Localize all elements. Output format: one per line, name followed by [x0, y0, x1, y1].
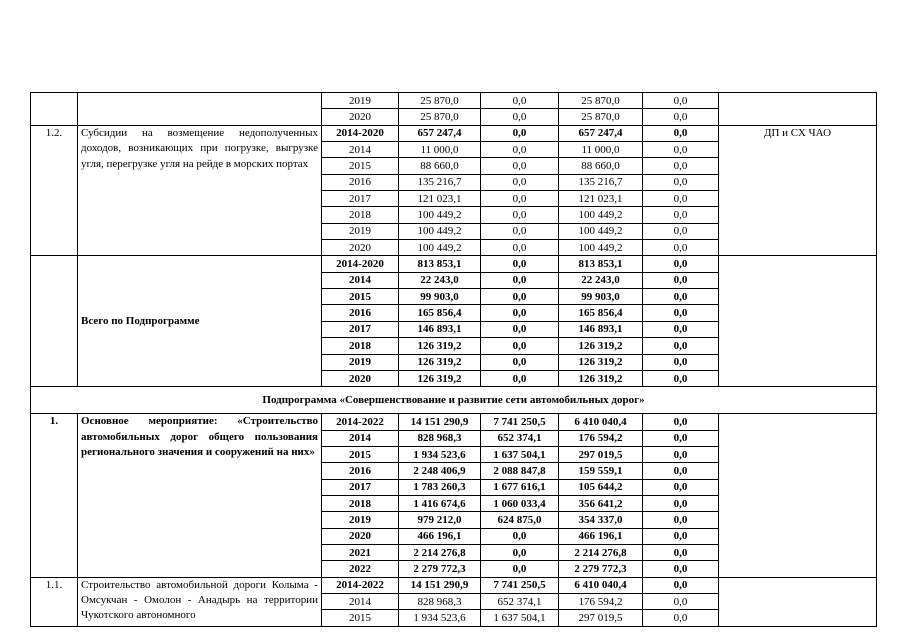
year-cell: 2014 [322, 593, 399, 609]
federal-cell: 0,0 [481, 174, 559, 190]
federal-cell: 0,0 [481, 125, 559, 141]
total-cell: 99 903,0 [399, 289, 481, 305]
other-cell: 0,0 [643, 463, 719, 479]
section-title: Подпрограмма «Совершенствование и развитие сети автомобильных дорог» [31, 387, 877, 414]
federal-cell: 0,0 [481, 191, 559, 207]
item-number-cell [31, 93, 78, 126]
regional-cell: 100 449,2 [559, 223, 643, 239]
year-cell: 2020 [322, 370, 399, 386]
other-cell: 0,0 [643, 240, 719, 256]
federal-cell: 0,0 [481, 158, 559, 174]
item-number-cell: 1. [31, 414, 78, 577]
total-cell: 1 934 523,6 [399, 610, 481, 626]
regional-cell: 2 279 772,3 [559, 561, 643, 577]
regional-cell: 11 000,0 [559, 142, 643, 158]
regional-cell: 121 023,1 [559, 191, 643, 207]
federal-cell: 0,0 [481, 207, 559, 223]
regional-cell: 356 641,2 [559, 495, 643, 511]
year-cell: 2018 [322, 495, 399, 511]
regional-cell: 466 196,1 [559, 528, 643, 544]
total-cell: 466 196,1 [399, 528, 481, 544]
table-row [31, 256, 877, 272]
responsible-cell [719, 577, 877, 626]
regional-cell: 159 559,1 [559, 463, 643, 479]
federal-cell: 0,0 [481, 528, 559, 544]
other-cell: 0,0 [643, 354, 719, 370]
regional-cell: 126 319,2 [559, 338, 643, 354]
year-cell: 2017 [322, 479, 399, 495]
total-cell: 657 247,4 [399, 125, 481, 141]
total-cell: 88 660,0 [399, 158, 481, 174]
year-cell: 2016 [322, 174, 399, 190]
other-cell: 0,0 [643, 479, 719, 495]
year-cell: 2015 [322, 446, 399, 462]
year-cell: 2022 [322, 561, 399, 577]
other-cell: 0,0 [643, 158, 719, 174]
total-cell: 14 151 290,9 [399, 577, 481, 593]
table-row [31, 577, 877, 593]
federal-cell: 0,0 [481, 305, 559, 321]
other-cell: 0,0 [643, 512, 719, 528]
federal-cell: 624 875,0 [481, 512, 559, 528]
other-cell: 0,0 [643, 142, 719, 158]
other-cell: 0,0 [643, 430, 719, 446]
item-description-cell [78, 93, 322, 126]
year-cell: 2019 [322, 354, 399, 370]
total-cell: 828 968,3 [399, 430, 481, 446]
total-cell: 14 151 290,9 [399, 414, 481, 430]
other-cell: 0,0 [643, 93, 719, 109]
regional-cell: 657 247,4 [559, 125, 643, 141]
federal-cell: 0,0 [481, 93, 559, 109]
responsible-cell [719, 93, 877, 126]
total-cell: 1 416 674,6 [399, 495, 481, 511]
regional-cell: 146 893,1 [559, 321, 643, 337]
other-cell: 0,0 [643, 446, 719, 462]
table-row [31, 93, 877, 109]
federal-cell: 1 637 504,1 [481, 446, 559, 462]
federal-cell: 1 637 504,1 [481, 610, 559, 626]
other-cell: 0,0 [643, 207, 719, 223]
total-cell: 121 023,1 [399, 191, 481, 207]
other-cell: 0,0 [643, 593, 719, 609]
regional-cell: 354 337,0 [559, 512, 643, 528]
budget-table [30, 92, 877, 627]
other-cell: 0,0 [643, 338, 719, 354]
year-cell: 2020 [322, 109, 399, 125]
regional-cell: 6 410 040,4 [559, 577, 643, 593]
total-cell: 11 000,0 [399, 142, 481, 158]
regional-cell: 99 903,0 [559, 289, 643, 305]
total-cell: 25 870,0 [399, 93, 481, 109]
regional-cell: 88 660,0 [559, 158, 643, 174]
budget-table-body [31, 93, 877, 627]
regional-cell: 297 019,5 [559, 446, 643, 462]
other-cell: 0,0 [643, 174, 719, 190]
regional-cell: 126 319,2 [559, 354, 643, 370]
other-cell: 0,0 [643, 544, 719, 560]
other-cell: 0,0 [643, 109, 719, 125]
regional-cell: 297 019,5 [559, 610, 643, 626]
year-cell: 2016 [322, 463, 399, 479]
responsible-cell [719, 256, 877, 387]
other-cell: 0,0 [643, 370, 719, 386]
federal-cell: 0,0 [481, 561, 559, 577]
other-cell: 0,0 [643, 528, 719, 544]
total-cell: 979 212,0 [399, 512, 481, 528]
federal-cell: 0,0 [481, 109, 559, 125]
item-description-cell: Основное мероприятие: «Строительство автомобильных дорог общего пользования регионального значения и сооружений на них» [78, 414, 322, 577]
year-cell: 2019 [322, 93, 399, 109]
federal-cell: 0,0 [481, 272, 559, 288]
total-cell: 25 870,0 [399, 109, 481, 125]
year-cell: 2014-2022 [322, 414, 399, 430]
regional-cell: 2 214 276,8 [559, 544, 643, 560]
total-cell: 2 214 276,8 [399, 544, 481, 560]
federal-cell: 0,0 [481, 321, 559, 337]
year-cell: 2014 [322, 272, 399, 288]
total-cell: 100 449,2 [399, 240, 481, 256]
regional-cell: 135 216,7 [559, 174, 643, 190]
section-row [31, 387, 877, 414]
other-cell: 0,0 [643, 223, 719, 239]
other-cell: 0,0 [643, 305, 719, 321]
year-cell: 2020 [322, 528, 399, 544]
federal-cell: 0,0 [481, 240, 559, 256]
year-cell: 2014-2020 [322, 125, 399, 141]
regional-cell: 165 856,4 [559, 305, 643, 321]
year-cell: 2017 [322, 321, 399, 337]
total-cell: 100 449,2 [399, 207, 481, 223]
total-cell: 126 319,2 [399, 338, 481, 354]
item-number-cell: 1.1. [31, 577, 78, 626]
year-cell: 2014-2022 [322, 577, 399, 593]
other-cell: 0,0 [643, 495, 719, 511]
item-description-cell: Строительство автомобильной дороги Колыма - Омсукчан - Омолон - Анадырь на территории Чукотского автономного [78, 577, 322, 626]
regional-cell: 100 449,2 [559, 207, 643, 223]
responsible-cell [719, 414, 877, 577]
year-cell: 2018 [322, 338, 399, 354]
federal-cell: 0,0 [481, 289, 559, 305]
federal-cell: 652 374,1 [481, 593, 559, 609]
item-description-cell: Субсидии на возмещение недополученных доходов, возникающих при погрузке, выгрузке угля, перегрузке угля на рейде в морских портах [78, 125, 322, 256]
total-cell: 126 319,2 [399, 370, 481, 386]
other-cell: 0,0 [643, 125, 719, 141]
year-cell: 2019 [322, 512, 399, 528]
federal-cell: 7 741 250,5 [481, 414, 559, 430]
regional-cell: 176 594,2 [559, 593, 643, 609]
regional-cell: 813 853,1 [559, 256, 643, 272]
total-cell: 146 893,1 [399, 321, 481, 337]
table-row [31, 125, 877, 141]
regional-cell: 126 319,2 [559, 370, 643, 386]
federal-cell: 0,0 [481, 544, 559, 560]
other-cell: 0,0 [643, 272, 719, 288]
regional-cell: 100 449,2 [559, 240, 643, 256]
year-cell: 2014 [322, 142, 399, 158]
federal-cell: 1 677 616,1 [481, 479, 559, 495]
year-cell: 2017 [322, 191, 399, 207]
regional-cell: 25 870,0 [559, 109, 643, 125]
item-number-cell [31, 256, 78, 387]
total-cell: 2 248 406,9 [399, 463, 481, 479]
table-row [31, 414, 877, 430]
total-cell: 135 216,7 [399, 174, 481, 190]
regional-cell: 6 410 040,4 [559, 414, 643, 430]
regional-cell: 176 594,2 [559, 430, 643, 446]
federal-cell: 2 088 847,8 [481, 463, 559, 479]
year-cell: 2020 [322, 240, 399, 256]
total-cell: 165 856,4 [399, 305, 481, 321]
total-cell: 1 934 523,6 [399, 446, 481, 462]
year-cell: 2019 [322, 223, 399, 239]
federal-cell: 1 060 033,4 [481, 495, 559, 511]
year-cell: 2015 [322, 289, 399, 305]
total-cell: 2 279 772,3 [399, 561, 481, 577]
year-cell: 2016 [322, 305, 399, 321]
item-number-cell: 1.2. [31, 125, 78, 256]
total-cell: 813 853,1 [399, 256, 481, 272]
item-description-cell: Всего по Подпрограмме [78, 256, 322, 387]
federal-cell: 0,0 [481, 142, 559, 158]
total-cell: 828 968,3 [399, 593, 481, 609]
federal-cell: 7 741 250,5 [481, 577, 559, 593]
total-cell: 126 319,2 [399, 354, 481, 370]
federal-cell: 0,0 [481, 370, 559, 386]
year-cell: 2015 [322, 610, 399, 626]
year-cell: 2014 [322, 430, 399, 446]
year-cell: 2015 [322, 158, 399, 174]
year-cell: 2014-2020 [322, 256, 399, 272]
federal-cell: 0,0 [481, 354, 559, 370]
other-cell: 0,0 [643, 256, 719, 272]
other-cell: 0,0 [643, 191, 719, 207]
total-cell: 100 449,2 [399, 223, 481, 239]
other-cell: 0,0 [643, 577, 719, 593]
federal-cell: 0,0 [481, 223, 559, 239]
other-cell: 0,0 [643, 610, 719, 626]
federal-cell: 652 374,1 [481, 430, 559, 446]
responsible-cell: ДП и СХ ЧАО [719, 125, 877, 256]
other-cell: 0,0 [643, 321, 719, 337]
regional-cell: 25 870,0 [559, 93, 643, 109]
year-cell: 2018 [322, 207, 399, 223]
federal-cell: 0,0 [481, 338, 559, 354]
regional-cell: 105 644,2 [559, 479, 643, 495]
other-cell: 0,0 [643, 561, 719, 577]
total-cell: 22 243,0 [399, 272, 481, 288]
regional-cell: 22 243,0 [559, 272, 643, 288]
year-cell: 2021 [322, 544, 399, 560]
other-cell: 0,0 [643, 414, 719, 430]
other-cell: 0,0 [643, 289, 719, 305]
federal-cell: 0,0 [481, 256, 559, 272]
total-cell: 1 783 260,3 [399, 479, 481, 495]
